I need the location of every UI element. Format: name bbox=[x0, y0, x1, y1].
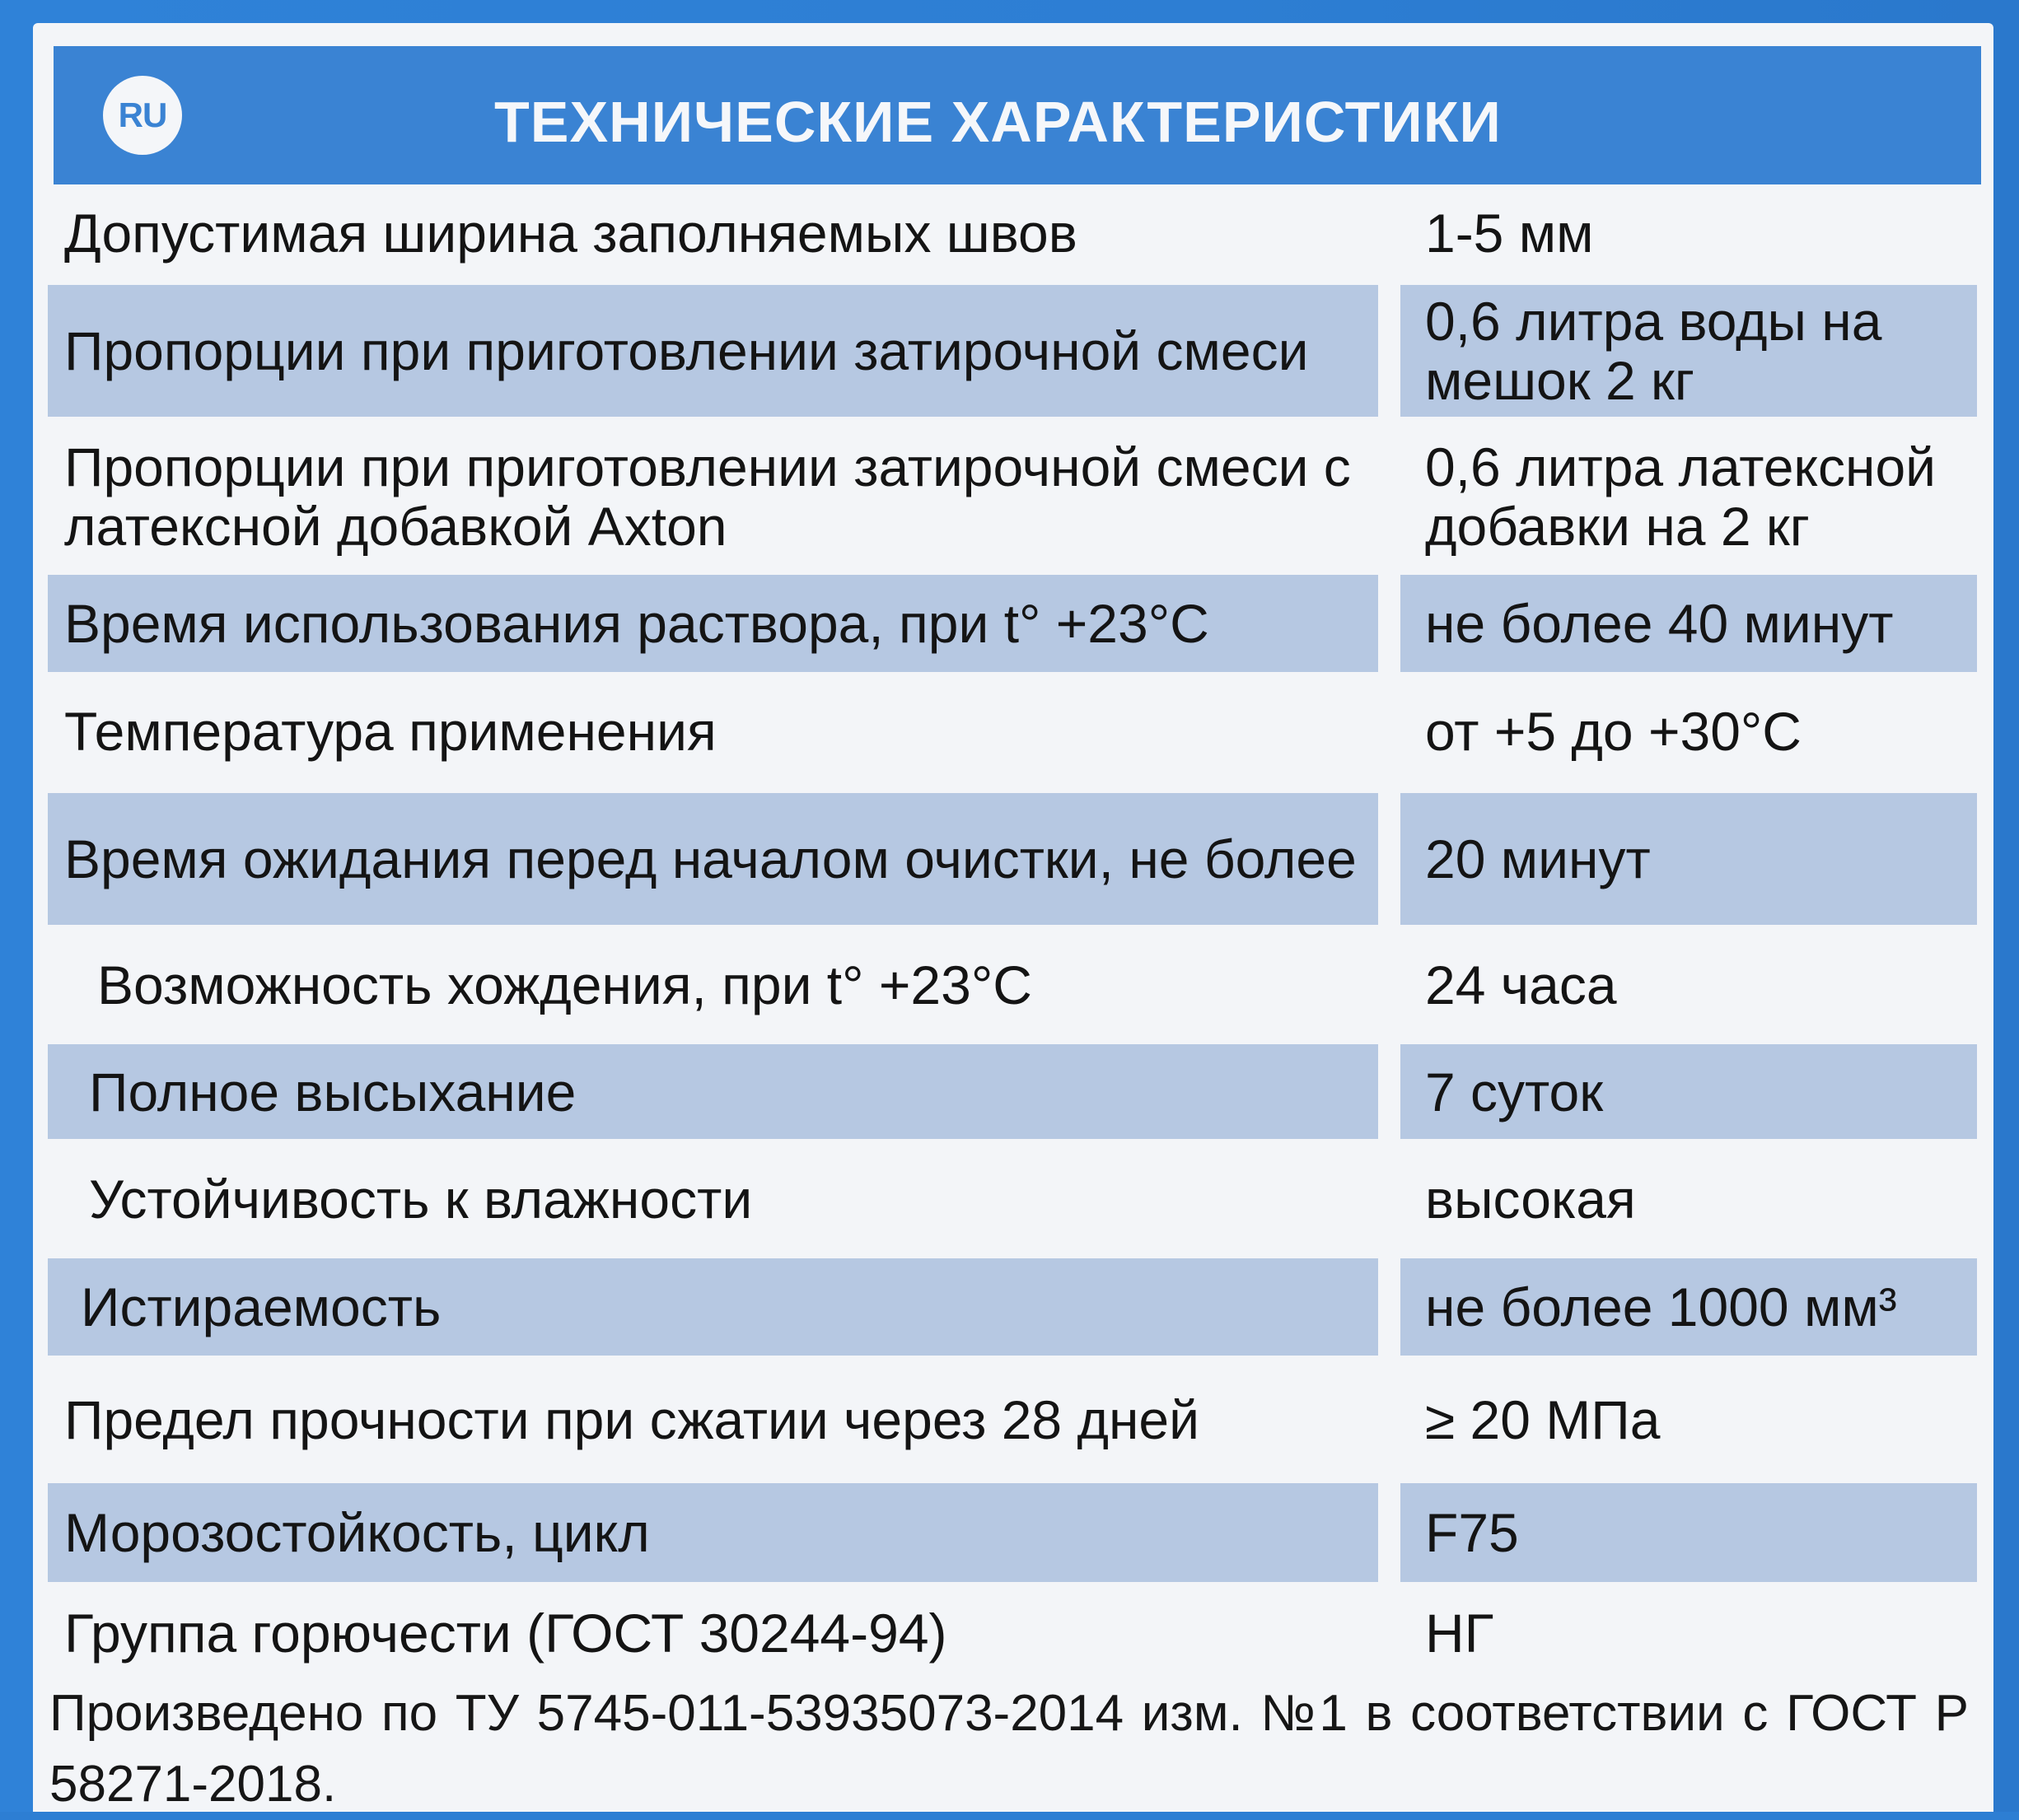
spec-value: 0,6 литра латексной добавки на 2 кг bbox=[1425, 436, 1937, 557]
spec-row bbox=[33, 431, 1993, 562]
spec-value: ≥ 20 МПа bbox=[1425, 1388, 1661, 1450]
spec-row bbox=[33, 285, 1993, 417]
spec-row bbox=[33, 1044, 1993, 1139]
spec-label: Истираемость bbox=[48, 1258, 1378, 1356]
spec-label: Время использования раствора, при t° +23°С bbox=[48, 575, 1378, 672]
spec-label: Допустимая ширина заполняемых швов bbox=[64, 203, 1077, 264]
specs-title: ТЕХНИЧЕСКИЕ ХАРАКТЕРИСТИКИ bbox=[494, 90, 1502, 154]
spec-row bbox=[33, 1151, 1993, 1246]
spec-row bbox=[33, 1588, 1993, 1678]
spec-value: высокая bbox=[1425, 1168, 1636, 1230]
spec-value: 24 часа bbox=[1425, 954, 1617, 1015]
specs-header bbox=[54, 46, 1981, 184]
spec-row bbox=[33, 793, 1993, 925]
spec-label: Предел прочности при сжатии через 28 дней bbox=[64, 1388, 1199, 1450]
spec-label: Пропорции при приготовлении затирочной смеси bbox=[48, 285, 1378, 417]
spec-value: 1-5 мм bbox=[1425, 203, 1594, 264]
spec-value: НГ bbox=[1425, 1603, 1494, 1664]
spec-row bbox=[33, 1258, 1993, 1356]
spec-value: F75 bbox=[1400, 1483, 1977, 1582]
spec-label: Время ожидания перед началом очистки, не более bbox=[48, 793, 1378, 925]
spec-value: 7 суток bbox=[1400, 1044, 1977, 1139]
production-note: Произведено по ТУ 5745-011-53935073-2014 изм. №1 в соответствии с ГОСТ Р 58271-2018. bbox=[49, 1685, 1969, 1813]
spec-row bbox=[33, 575, 1993, 672]
spec-row bbox=[33, 1483, 1993, 1582]
spec-value: 20 минут bbox=[1400, 793, 1977, 925]
spec-value: не более 40 минут bbox=[1400, 575, 1977, 672]
spec-value: от +5 до +30°С bbox=[1425, 701, 1802, 762]
language-badge: RU bbox=[103, 76, 182, 155]
spec-value: 0,6 литра воды на мешок 2 кг bbox=[1400, 285, 1977, 417]
spec-label: Полное высыхание bbox=[48, 1044, 1378, 1139]
specs-panel bbox=[33, 23, 1993, 1812]
spec-label: Температура применения bbox=[64, 701, 717, 762]
spec-label: Возможность хождения, при t° +23°С bbox=[97, 954, 1032, 1015]
spec-row bbox=[33, 1368, 1993, 1471]
spec-value: не более 1000 мм³ bbox=[1400, 1258, 1977, 1356]
spec-label: Пропорции при приготовлении затирочной смеси с латексной добавкой Axton bbox=[64, 436, 1351, 557]
spec-label: Устойчивость к влажности bbox=[89, 1168, 753, 1230]
spec-row bbox=[33, 192, 1993, 274]
spec-row bbox=[33, 937, 1993, 1032]
spec-row bbox=[33, 682, 1993, 781]
spec-label: Группа горючести (ГОСТ 30244-94) bbox=[64, 1603, 947, 1664]
spec-label: Морозостойкость, цикл bbox=[48, 1483, 1378, 1582]
